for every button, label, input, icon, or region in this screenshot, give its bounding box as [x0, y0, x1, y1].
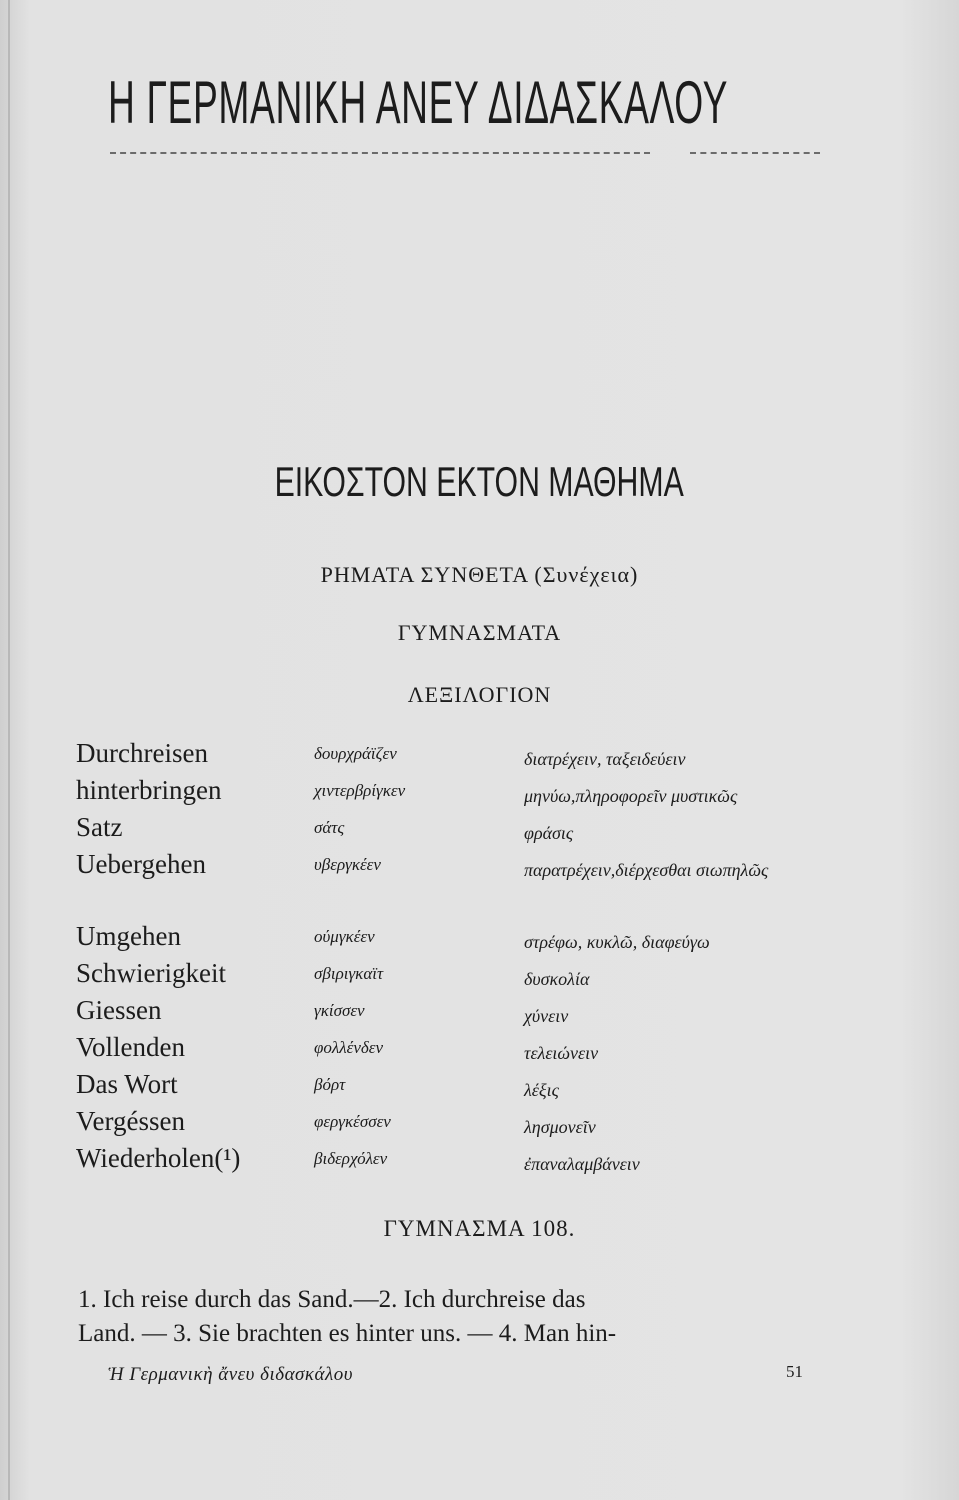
vocab-row: [76, 1106, 876, 1143]
vocab-pronunciation: φεργκέσσεν: [314, 1112, 391, 1131]
vocabulary-heading: ΛΕΞΙΛΟΓΙΟΝ: [407, 682, 552, 707]
exercise-text-line: Land. — 3. Sie brachten es hinter uns. — 4. Man hin-: [78, 1320, 617, 1347]
vocab-german: Durchreisen: [76, 738, 208, 768]
vocab-meaning: ἐπαναλαμβάνειν: [524, 1154, 640, 1174]
running-head: Η ΓΕΡΜΑΝΙΚΗ ΑΝΕΥ ΔΙΔΑΣΚΑΛΟΥ: [108, 69, 729, 136]
vocab-pronunciation: χιντερβρίγκεν: [314, 781, 406, 800]
vocab-pronunciation: ούμγκέεν: [314, 927, 375, 946]
vocab-row: [76, 921, 876, 958]
exercise-text-line: 1. Ich reise durch das Sand.—2. Ich durchreise das: [78, 1286, 586, 1313]
vocab-pronunciation: φολλένδεν: [314, 1038, 384, 1057]
page-number: 51: [786, 1362, 803, 1381]
vocab-row: [76, 1143, 876, 1180]
vocab-row: [76, 812, 876, 849]
vocab-meaning: διατρέχειν, ταξειδεύειν: [524, 749, 686, 769]
vocab-pronunciation: γκίσσεν: [314, 1001, 365, 1020]
lesson-title: [0, 458, 959, 506]
vocab-row: [76, 1069, 876, 1106]
vocab-row: [76, 738, 876, 775]
vocab-meaning: τελειώνειν: [524, 1043, 599, 1063]
running-head-rule: [110, 152, 650, 154]
vocab-row: [76, 995, 876, 1032]
vocab-meaning: δυσκολία: [524, 969, 590, 989]
vocab-german: Satz: [76, 812, 123, 842]
page-spine-edge: [8, 0, 10, 1500]
vocab-pronunciation: δουρχράϊζεν: [314, 744, 397, 763]
vocab-meaning: λέξις: [524, 1080, 559, 1100]
vocab-pronunciation: βόρτ: [314, 1075, 346, 1094]
vocab-german: Vergéssen: [76, 1106, 185, 1136]
vocab-german: Umgehen: [76, 921, 181, 951]
vocabulary-table: [76, 738, 876, 1180]
vocab-pronunciation: σάτς: [314, 818, 345, 837]
vocab-pronunciation: σβιριγκαϊτ: [314, 964, 384, 983]
lesson-title-text: ΕΙΚΟΣΤΟΝ ΕΚΤΟΝ ΜΑΘΗΜΑ: [274, 458, 685, 505]
vocab-row: [76, 958, 876, 995]
exercise-title: ΓΥΜΝΑΣΜΑ 108.: [383, 1216, 576, 1241]
vocab-german: Wiederholen(¹): [76, 1143, 241, 1173]
vocab-german: Uebergehen: [76, 849, 206, 879]
section-title: ΡΗΜΑΤΑ ΣΥΝΘΕΤΑ (Συνέχεια): [320, 562, 639, 587]
vocab-german: Vollenden: [76, 1032, 185, 1062]
vocab-row: [76, 1032, 876, 1069]
vocab-meaning: λησμονεῖν: [524, 1117, 596, 1137]
running-head-rule-right: [690, 152, 820, 154]
vocab-german: Schwierigkeit: [76, 958, 226, 988]
vocab-row: [76, 849, 876, 921]
vocab-meaning: παρατρέχειν,διέρχεσθαι σιωπηλῶς: [524, 860, 769, 880]
vocab-german: Giessen: [76, 995, 162, 1025]
vocab-pronunciation: υβεργκέεν: [314, 855, 381, 874]
vocab-row: [76, 775, 876, 812]
vocab-meaning: φράσις: [524, 823, 574, 843]
footer-book-title: Ἡ Γερμανικὴ ἄνευ διδασκάλου: [108, 1364, 353, 1385]
vocab-german: hinterbringen: [76, 775, 222, 805]
vocab-pronunciation: βιδερχόλεν: [314, 1149, 388, 1168]
exercises-heading: ΓΥΜΝΑΣΜΑΤΑ: [397, 620, 562, 645]
vocab-german: Das Wort: [76, 1069, 178, 1099]
vocab-meaning: μηνύω,πληροφορεῖν μυστικῶς: [524, 786, 738, 806]
vocab-meaning: χύνειν: [524, 1006, 569, 1026]
vocab-meaning: στρέφω, κυκλῶ, διαφεύγω: [524, 932, 710, 952]
